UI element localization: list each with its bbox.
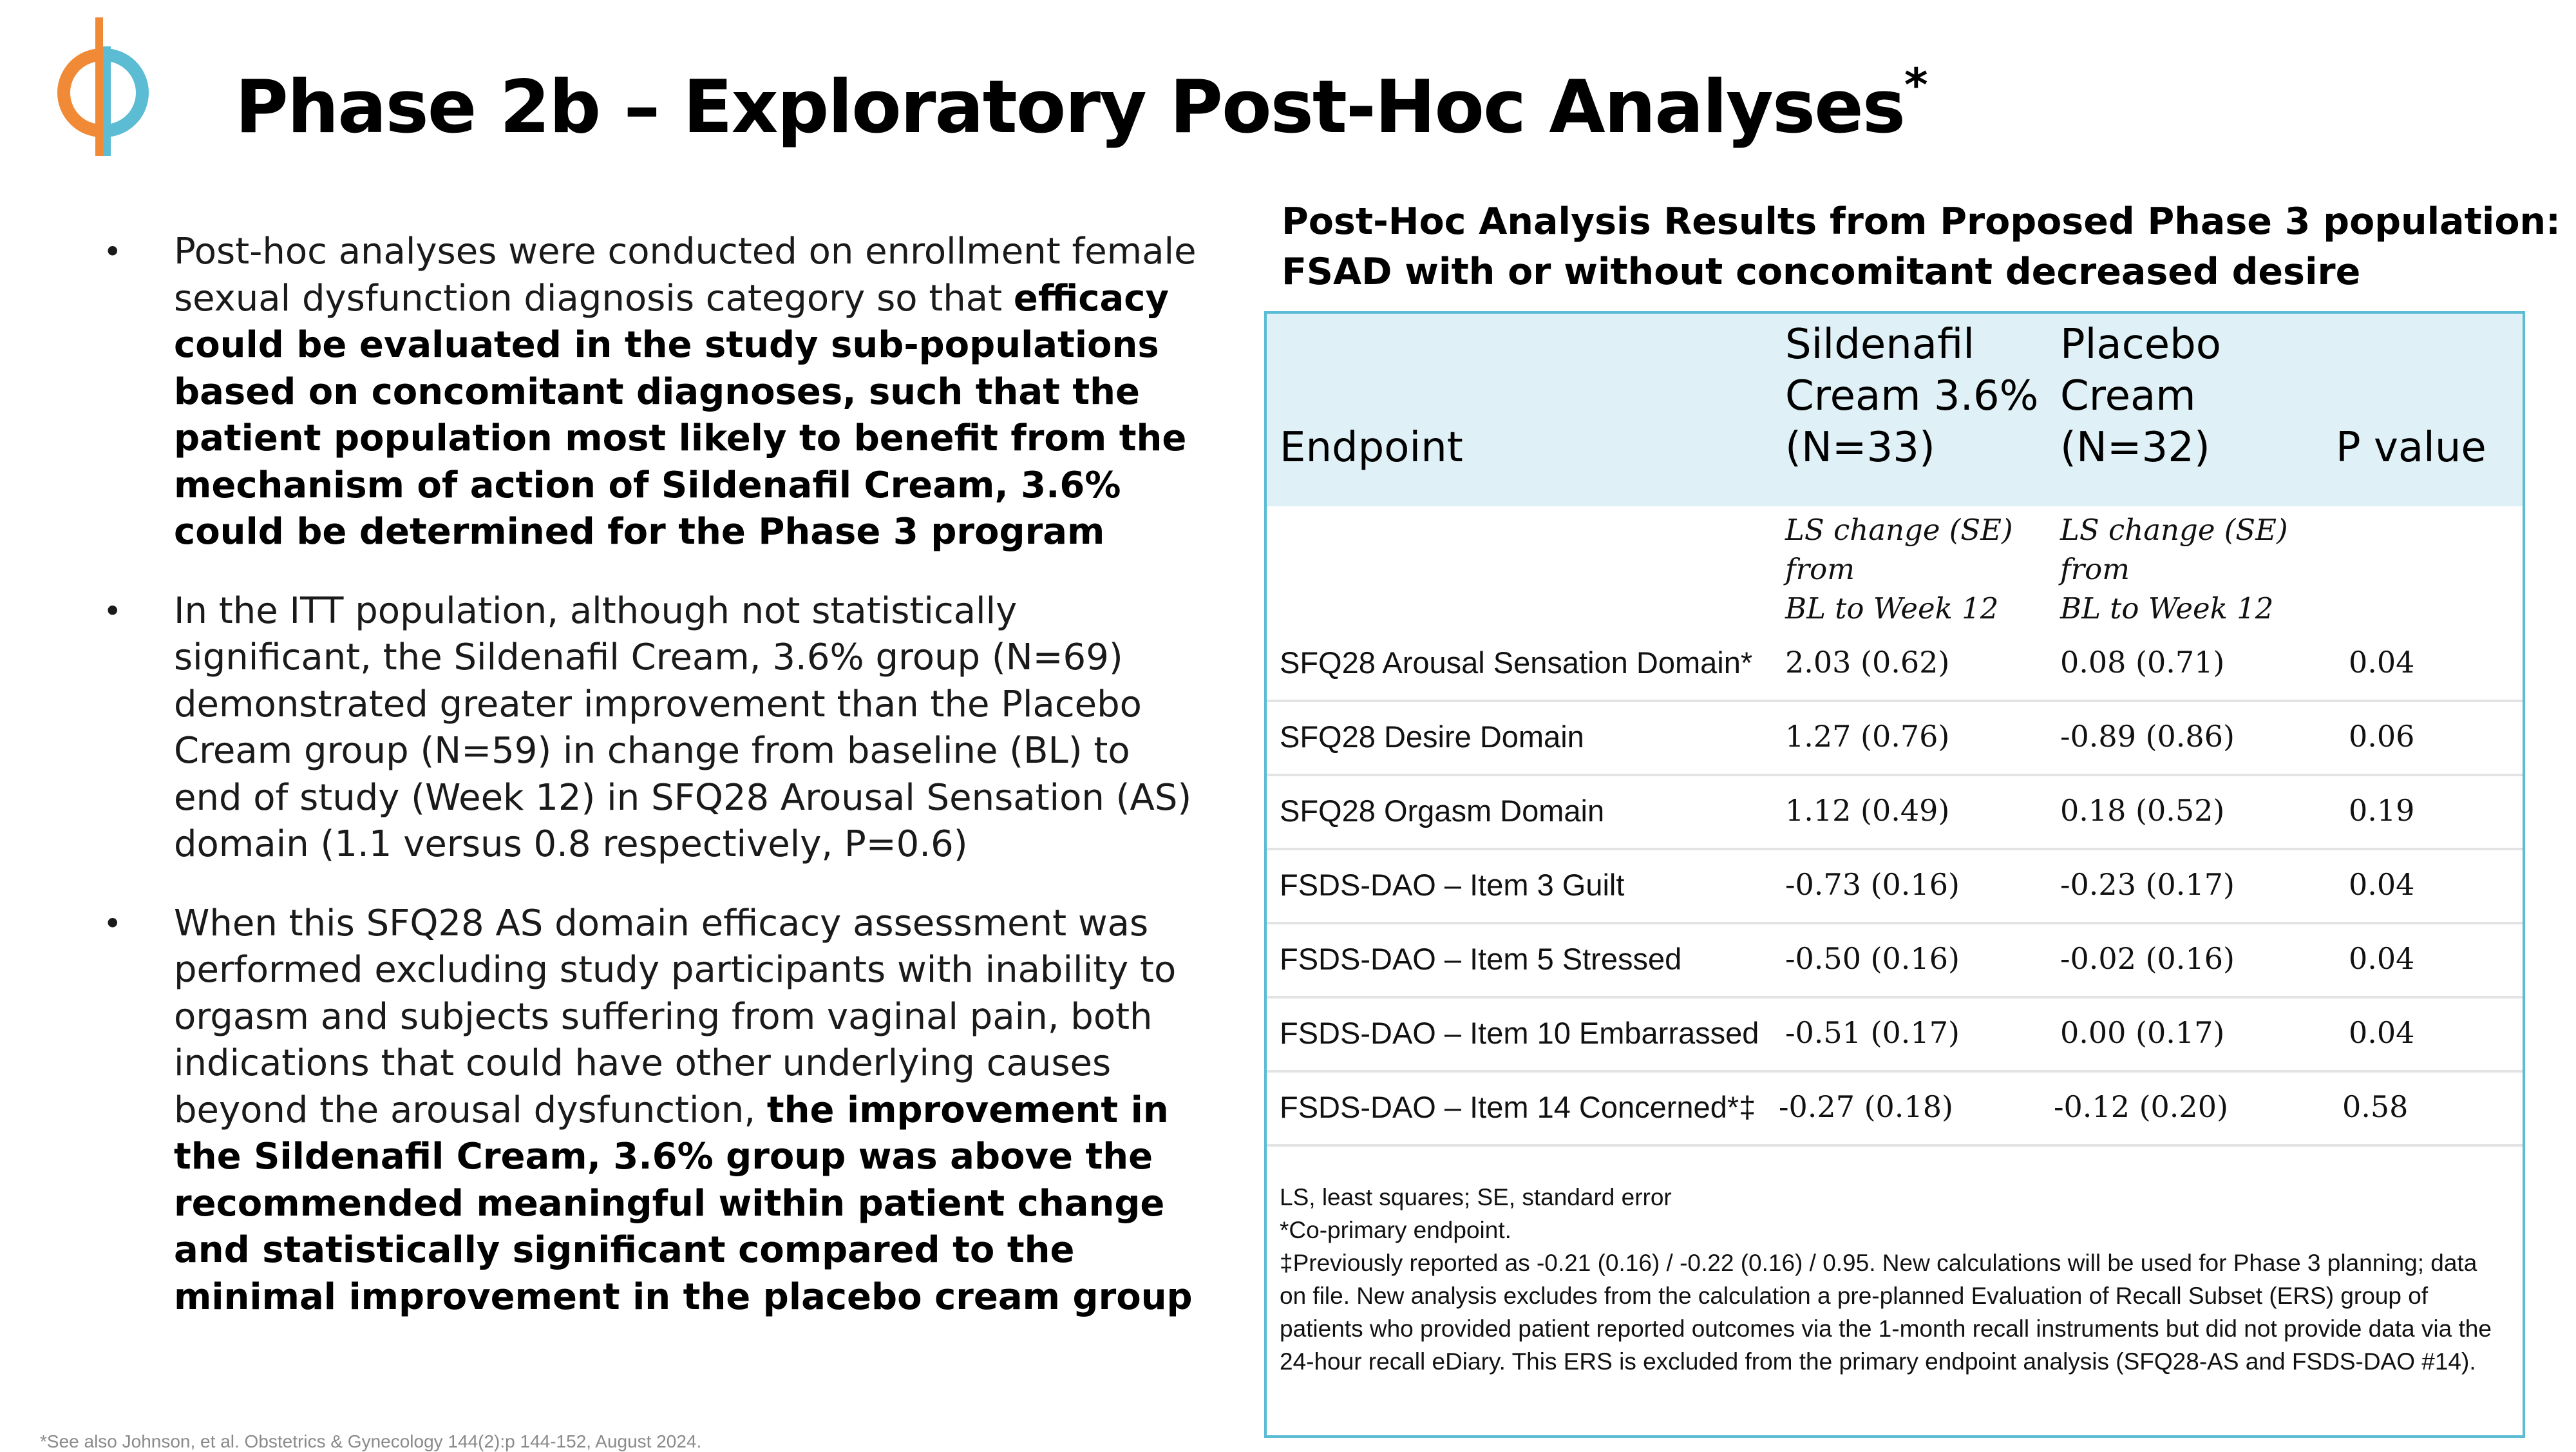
cell-placebo: -0.02 (0.16) [2060,941,2235,976]
table-row [1267,996,2523,1073]
cell-sildenafil: -0.50 (0.16) [1785,941,1960,976]
table-row [1267,774,2523,850]
table-header [1267,314,2523,506]
cell-endpoint: FSDS-DAO – Item 14 Concerned*‡ [1280,1090,1756,1124]
cell-pvalue: 0.58 [2342,1089,2409,1124]
subheader-placebo: LS change (SE) from BL to Week 12 [2060,513,2288,626]
bullet-item: • In the ITT population, although not statistically significant, the Sildenafil Cream, 3.6% group (N=69) demonstrated greater improvement than the Placebo Cream group (N=59) in change from baseline (BL) to end of study (Week 12) in SFQ28 Arousal Sensation (AS) domain (1.1 versus 0.8 respectively, P=0.6) [103,588,1198,868]
footnote: *See also Johnson, et al. Obstetrics & Gynecology 144(2):p 144-152, August 2024. [40,1431,702,1451]
cell-sildenafil: 1.12 (0.49) [1785,793,1950,828]
cell-placebo: 0.08 (0.71) [2060,645,2225,680]
cell-pvalue: 0.04 [2349,1015,2415,1050]
table-heading: Post-Hoc Analysis Results from Proposed Phase 3 population: FSAD with or without concomitant decreased desire [1282,200,2561,293]
cell-pvalue: 0.04 [2349,645,2415,680]
cell-sildenafil: 2.03 (0.62) [1785,645,1950,680]
title-footnote-mark: * [1904,59,1927,112]
header-endpoint: Endpoint [1280,424,1463,472]
bullet-list [103,229,1198,1353]
header-placebo: Placebo Cream (N=32) [2060,321,2221,472]
bullet-item: • When this SFQ28 AS domain efficacy assessment was performed excluding study participants with inability to orgasm and subjects suffering from vaginal pain, both indications that could have other underlying causes beyond the arousal dysfunction, the improvement in the Sildenafil Cream, 3.6% group was above the recommended meaningful within patient change and statistically significant compared to the minimal improvement in the placebo cream group [103,901,1198,1321]
cell-endpoint: FSDS-DAO – Item 5 Stressed [1280,942,1682,976]
cell-sildenafil: 1.27 (0.76) [1785,719,1950,754]
cell-pvalue: 0.04 [2349,941,2415,976]
bullet-dot-icon: • [103,592,122,630]
cell-endpoint: FSDS-DAO – Item 10 Embarrassed [1280,1016,1759,1050]
cell-placebo: -0.12 (0.20) [2054,1089,2228,1124]
cell-sildenafil: -0.51 (0.17) [1785,1015,1960,1050]
cell-pvalue: 0.04 [2349,867,2415,902]
table-row [1267,848,2523,924]
cell-sildenafil: -0.27 (0.18) [1779,1089,1953,1124]
table-row [1267,626,2523,702]
page-title: Phase 2b – Exploratory Post-Hoc Analyses* [235,59,1927,149]
subheader-sildenafil: LS change (SE) from BL to Week 12 [1785,513,2013,626]
cell-endpoint: SFQ28 Desire Domain [1280,720,1584,754]
table-row [1267,922,2523,998]
cell-placebo: 0.00 (0.17) [2060,1015,2225,1050]
cell-placebo: -0.89 (0.86) [2060,719,2235,754]
cell-pvalue: 0.06 [2349,719,2415,754]
cell-endpoint: SFQ28 Arousal Sensation Domain* [1280,645,1753,680]
cell-endpoint: SFQ28 Orgasm Domain [1280,794,1605,828]
header-pvalue: P value [2336,424,2486,472]
table-row [1267,700,2523,776]
bullet-dot-icon: • [103,233,122,271]
company-logo [45,14,161,156]
bullet-dot-icon: • [103,904,122,942]
table-notes: LS, least squares; SE, standard error *Co-primary endpoint. ‡Previously reported as -0.21 (0.16) / -0.22 (0.16) / 0.95. New calculations will be used for Phase 3 planning; data on file. New analysis excludes from the calculation a pre-planned Evaluation of Recall Subset (ERS) group of patients who provided patient reported outcomes via the 1-month recall instruments but did not provide data via the 24-hour recall eDiary. This ERS is excluded from the primary endpoint analysis (SFQ28-AS and FSDS-DAO #14). [1280,1184,2492,1375]
table-row [1267,1070,2523,1147]
cell-placebo: -0.23 (0.17) [2060,867,2235,902]
cell-pvalue: 0.19 [2349,793,2415,828]
results-table [1264,311,2525,1438]
cell-endpoint: FSDS-DAO – Item 3 Guilt [1280,868,1625,902]
cell-sildenafil: -0.73 (0.16) [1785,867,1960,902]
bullet-item: • Post-hoc analyses were conducted on enrollment female sexual dysfunction diagnosis category so that efficacy could be evaluated in the study sub-populations based on concomitant diagnoses, such that the patient population most likely to benefit from the mechanism of action of Sildenafil Cream, 3.6% could be determined for the Phase 3 program [103,229,1198,556]
header-sildenafil: Sildenafil Cream 3.6% (N=33) [1785,321,2039,472]
cell-placebo: 0.18 (0.52) [2060,793,2225,828]
